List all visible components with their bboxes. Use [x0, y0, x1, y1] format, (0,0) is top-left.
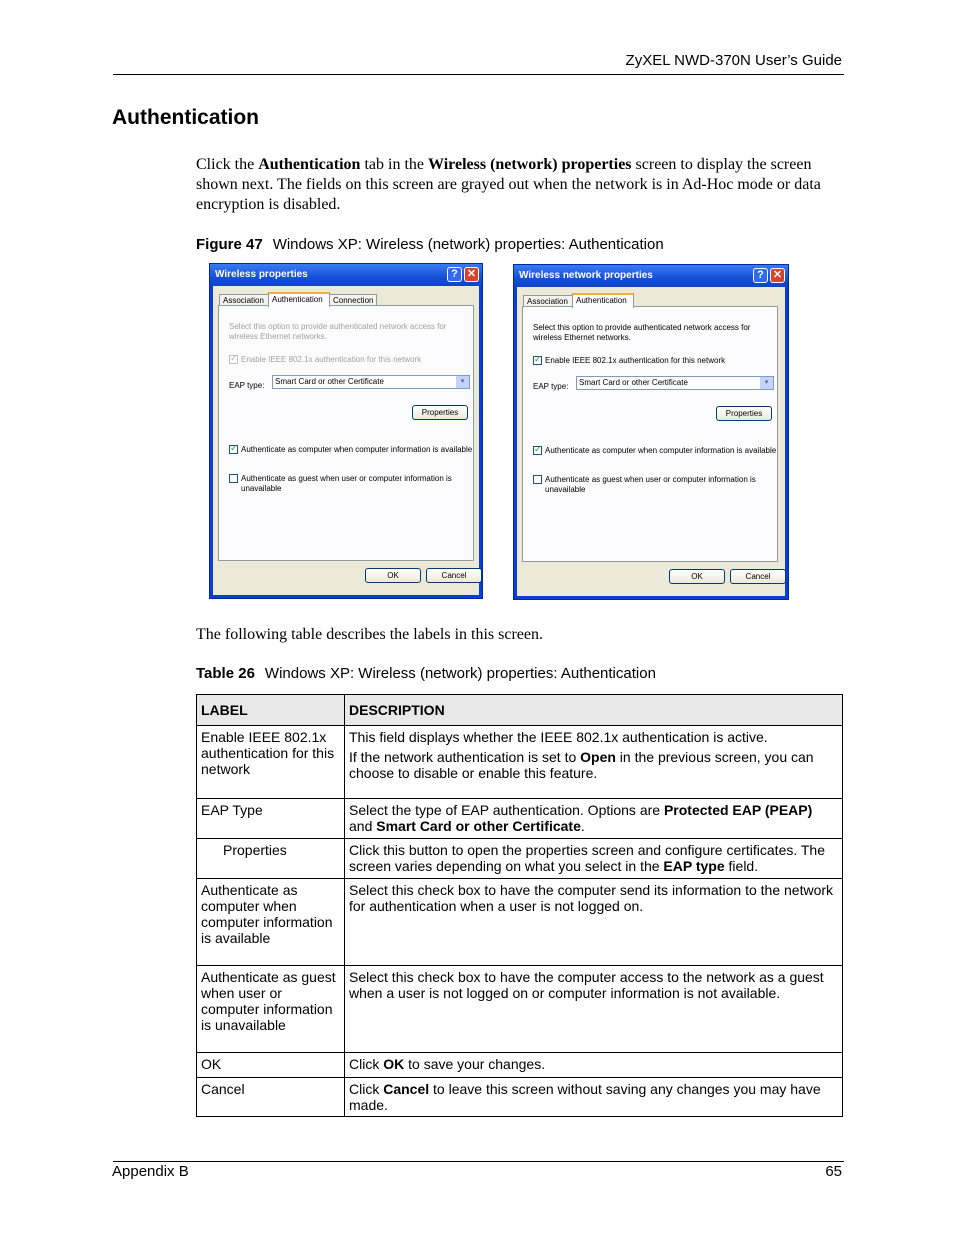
figure-caption: [196, 236, 664, 253]
header-rule: [113, 74, 844, 75]
properties-button[interactable]: Properties: [412, 405, 468, 420]
panel-description: Select this option to provide authenticated network access for wireless Ethernet networks.: [229, 322, 447, 341]
intro-text: tab in the: [360, 156, 428, 173]
dialog-body: [517, 287, 785, 596]
row-label: OK: [197, 1053, 345, 1078]
row-label: Authenticate as computer when computer information is available: [197, 879, 345, 966]
auth-guest-label: Authenticate as guest when user or computer information is unavailable: [241, 474, 452, 493]
table-label: Table 26: [196, 665, 255, 682]
section-title: Authentication: [112, 106, 259, 129]
enable-8021x-checkbox[interactable]: [533, 356, 542, 365]
eap-type-value: Smart Card or other Certificate: [579, 378, 688, 387]
help-icon[interactable]: ?: [753, 268, 768, 283]
authentication-panel: [218, 305, 474, 561]
row-label: Authenticate as guest when user or computer information is unavailable: [197, 966, 345, 1053]
desc-bold: Open: [580, 749, 616, 765]
wireless-properties-dialog: [209, 263, 483, 599]
row-description: [345, 1078, 843, 1117]
table-row: [197, 799, 843, 839]
table-row: [197, 1078, 843, 1117]
table-header-row: [197, 695, 843, 726]
desc-span: to leave this screen without saving any changes you may have made.: [349, 1081, 821, 1113]
figure-caption-text: Windows XP: Wireless (network) properties: Authentication: [272, 236, 664, 253]
tab-association[interactable]: Association: [219, 294, 269, 306]
table-row: [197, 879, 843, 966]
eap-type-select[interactable]: [272, 375, 470, 389]
auth-computer-checkbox[interactable]: [533, 446, 542, 455]
table-caption: [196, 665, 656, 682]
dialog-titlebar: [514, 265, 788, 287]
intro-text: screen to display the screen shown next. The fields on this screen are grayed out when the network is in Ad-Hoc mode or data encryption is disabled.: [196, 156, 821, 213]
dialog-titlebar: [210, 264, 482, 286]
cancel-button[interactable]: Cancel: [426, 568, 482, 583]
row-description: [345, 1053, 843, 1078]
auth-guest-checkbox[interactable]: [533, 475, 542, 484]
eap-type-select[interactable]: [576, 376, 774, 390]
table-row: [197, 839, 843, 879]
desc-span: Click this button to open the properties screen and configure certificates. The screen varies depending on what you select in the: [349, 842, 826, 874]
close-icon[interactable]: ✕: [464, 267, 479, 282]
tab-connection[interactable]: Connection: [329, 294, 377, 306]
desc-bold: EAP type: [663, 858, 725, 874]
intro-paragraph: [196, 155, 836, 215]
row-description: [345, 726, 843, 799]
dialog-body: [213, 286, 479, 595]
footer-appendix: Appendix B: [112, 1163, 189, 1180]
row-label: EAP Type: [197, 799, 345, 839]
enable-8021x-label: Enable IEEE 802.1x authentication for this network: [545, 356, 726, 365]
auth-computer-label: Authenticate as computer when computer information is available: [241, 445, 473, 454]
help-icon[interactable]: ?: [447, 267, 462, 282]
desc-bold: Protected EAP (PEAP): [663, 802, 813, 818]
auth-guest-checkbox[interactable]: [229, 474, 238, 483]
desc-span: Click: [349, 1056, 384, 1072]
eap-type-label: EAP type:: [533, 382, 569, 391]
dialog-title: Wireless properties: [215, 269, 308, 280]
wireless-network-properties-dialog: [513, 264, 789, 600]
table-row: [197, 966, 843, 1053]
row-description: Select this check box to have the computer send its information to the network for authentication when a user is not logged on.: [345, 879, 843, 966]
desc-bold: OK: [383, 1056, 405, 1072]
tab-association[interactable]: Association: [523, 295, 573, 307]
desc-text: [349, 749, 838, 781]
desc-bold: Cancel: [383, 1081, 430, 1097]
eap-type-label: EAP type:: [229, 381, 265, 390]
desc-span: Select the type of EAP authentication. Options are: [349, 802, 664, 818]
properties-button[interactable]: Properties: [716, 406, 772, 421]
desc-bold: Smart Card or other Certificate: [376, 818, 581, 834]
ok-button[interactable]: OK: [669, 569, 725, 584]
auth-computer-label: Authenticate as computer when computer information is available: [545, 446, 777, 455]
desc-span: If the network authentication is set to: [349, 749, 581, 765]
chevron-down-icon: ▾: [456, 376, 469, 388]
footer-rule: [113, 1161, 844, 1162]
table-row: [197, 726, 843, 799]
enable-8021x-label: Enable IEEE 802.1x authentication for this network: [241, 355, 422, 364]
row-description: Select this check box to have the computer access to the network as a guest when a user is not logged on or computer information is not available.: [345, 966, 843, 1053]
panel-description: Select this option to provide authenticated network access for wireless Ethernet networks.: [533, 323, 751, 342]
eap-type-value: Smart Card or other Certificate: [275, 377, 384, 386]
desc-span: Click: [349, 1081, 384, 1097]
desc-text: This field displays whether the IEEE 802.1x authentication is active.: [349, 729, 768, 745]
auth-guest-label: Authenticate as guest when user or computer information is unavailable: [545, 475, 756, 494]
following-text: The following table describes the labels in this screen.: [196, 626, 544, 643]
row-label: Cancel: [197, 1078, 345, 1117]
label-description-table: [196, 694, 843, 1117]
row-label: Enable IEEE 802.1x authentication for this network: [197, 726, 345, 799]
row-description: [345, 799, 843, 839]
column-header-label: LABEL: [197, 695, 345, 726]
intro-bold-authentication: Authentication: [258, 156, 361, 173]
tab-authentication[interactable]: Authentication: [268, 292, 330, 307]
cancel-button[interactable]: Cancel: [730, 569, 786, 584]
desc-span: to save your changes.: [404, 1056, 546, 1072]
intro-text: Click the: [196, 156, 259, 173]
close-icon[interactable]: ✕: [770, 268, 785, 283]
desc-span: .: [580, 818, 585, 834]
desc-span: field.: [724, 858, 759, 874]
chevron-down-icon: ▾: [760, 377, 773, 389]
row-description: [345, 839, 843, 879]
authentication-panel: [522, 306, 778, 562]
desc-span: and: [349, 818, 377, 834]
page-number: 65: [825, 1163, 842, 1180]
dialog-title: Wireless network properties: [519, 270, 653, 281]
ok-button[interactable]: OK: [365, 568, 421, 583]
running-header: ZyXEL NWD-370N User’s Guide: [625, 52, 842, 69]
row-label: Properties: [197, 839, 345, 879]
desc-span: in the previous screen, you can choose to disable or enable this feature.: [349, 749, 814, 781]
auth-computer-checkbox[interactable]: [229, 445, 238, 454]
tab-authentication[interactable]: Authentication: [572, 293, 634, 308]
table-caption-text: Windows XP: Wireless (network) properties: Authentication: [264, 665, 656, 682]
figure-label: Figure 47: [196, 236, 263, 253]
intro-bold-wireless-properties: Wireless (network) properties: [428, 156, 632, 173]
column-header-description: DESCRIPTION: [345, 695, 843, 726]
enable-8021x-checkbox[interactable]: [229, 355, 238, 364]
table-row: [197, 1053, 843, 1078]
